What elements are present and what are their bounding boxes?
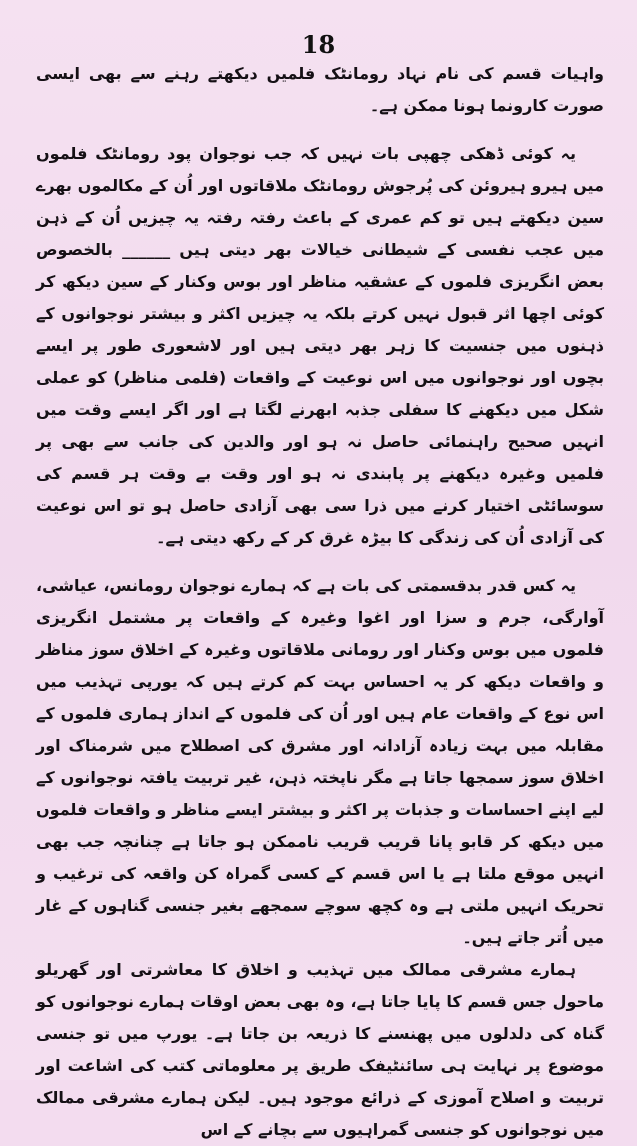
paragraph-4: ہمارے مشرقی ممالک میں تہذیب و اخلاق کا معاشرتی اور گھریلو ماحول جس قسم کا پایا جاتا ہے، وہ بھی بعض اوقات ہمارے نوجوانوں کو گناہ کی دلدلوں میں پھنسنے کا ذریعہ بن جاتا ہے۔ یورپ میں تو جنسی موضوع پر نہایت ہی سائنٹیفک طریق پر معلوماتی کتب کی اشاعت اور تربیت و اصلاح آموزی کے ذرائع موجود ہیں۔ لیکن ہمارے مشرقی ممالک میں نوجوانوں کو جنسی گمراہیوں سے بچانے کے اس [36,960,604,1139]
paragraph-1: واہیات قسم کی نام نہاد رومانٹک فلمیں دیکھتے رہنے سے بھی ایسی صورت کارونما ہونا ممکن ہے۔ [36,64,604,115]
paragraph-2: یہ کوئی ڈھکی چھپی بات نہیں کہ جب نوجوان پود رومانٹک فلموں میں ہیرو ہیروئن کی پُرجوش رومانٹک ملاقاتوں اور اُن کے مکالموں بھرے سین دیکھتے ہیں تو کم عمری کے باعث رفتہ رفتہ یہ چیزیں اُن کے ذہن میں عجب نفسی کے شیطانی خیالات بھر دیتی ہیں ______ بالخصوص بعض انگریزی فلموں کے عشقیہ مناظر اور بوس وکنار کے سین دیکھ کر کوئی اچھا اثر قبول نہیں کرتے بلکہ یہ چیزیں اکثر و بیشتر نوجوانوں کے ذہنوں میں جنسیت کا زہر بھر دیتی ہیں اور لاشعوری طور پر ایسے بچوں اور نوجوانوں میں اس نوعیت کے واقعات (فلمی مناظر) کو عملی شکل میں دیکھنے کا سفلی جذبہ ابھرنے لگتا ہے اور اگر ایسے وقت میں انہیں صحیح راہنمائی حاصل نہ ہو اور والدین کی جانب سے بھی پر فلمیں وغیرہ دیکھنے پر پابندی نہ ہو اور وقت بے وقت ہر قسم کی سوسائٹی اختیار کرنے میں ذرا سی بھی آزادی حاصل ہو تو اس نوعیت کی آزادی اُن کی زندگی کا بیڑہ غرق کر کے رکھ دیتی ہے۔ [36,144,604,547]
paragraph-gap [36,122,604,138]
paragraph-gap [36,554,604,570]
paragraph-3: یہ کس قدر بدقسمتی کی بات ہے کہ ہمارے نوجوان رومانس، عیاشی، آوارگی، جرم و سزا اور اغوا وغیرہ کے واقعات پر مشتمل انگریزی فلموں میں بوس وکنار اور رومانی ملاقاتوں وغیرہ کے اخلاق سوز مناظر و واقعات دیکھ کر یہ احساس بہت کم کرتے ہیں کہ یورپی تہذیب میں اس نوع کے واقعات عام ہیں اور اُن کی فلموں کے انداز ہماری فلموں کے مقابلہ میں بہت زیادہ آزادانہ اور مشرق کی اصطلاح میں شرمناک اور اخلاق سوز سمجھا جاتا ہے مگر ناپختہ ذہن، غیر تربیت یافتہ نوجوانوں کے لیے اپنے احساسات و جذبات پر اکثر و بیشتر ایسے مناظر و واقعات فلموں میں دیکھ کر قابو پانا قریب قریب ناممکن ہو جاتا ہے چنانچہ جب بھی انہیں موقع ملتا ہے یا اس قسم کے کسی گمراہ کن واقعہ کی ترغیب و تحریک انہیں ملتی ہے وہ کچھ سوچے سمجھے بغیر جنسی گناہوں کے غار میں اُتر جاتے ہیں۔ [36,576,604,947]
body-text [36,58,604,1139]
page-number: 18 [301,30,336,59]
